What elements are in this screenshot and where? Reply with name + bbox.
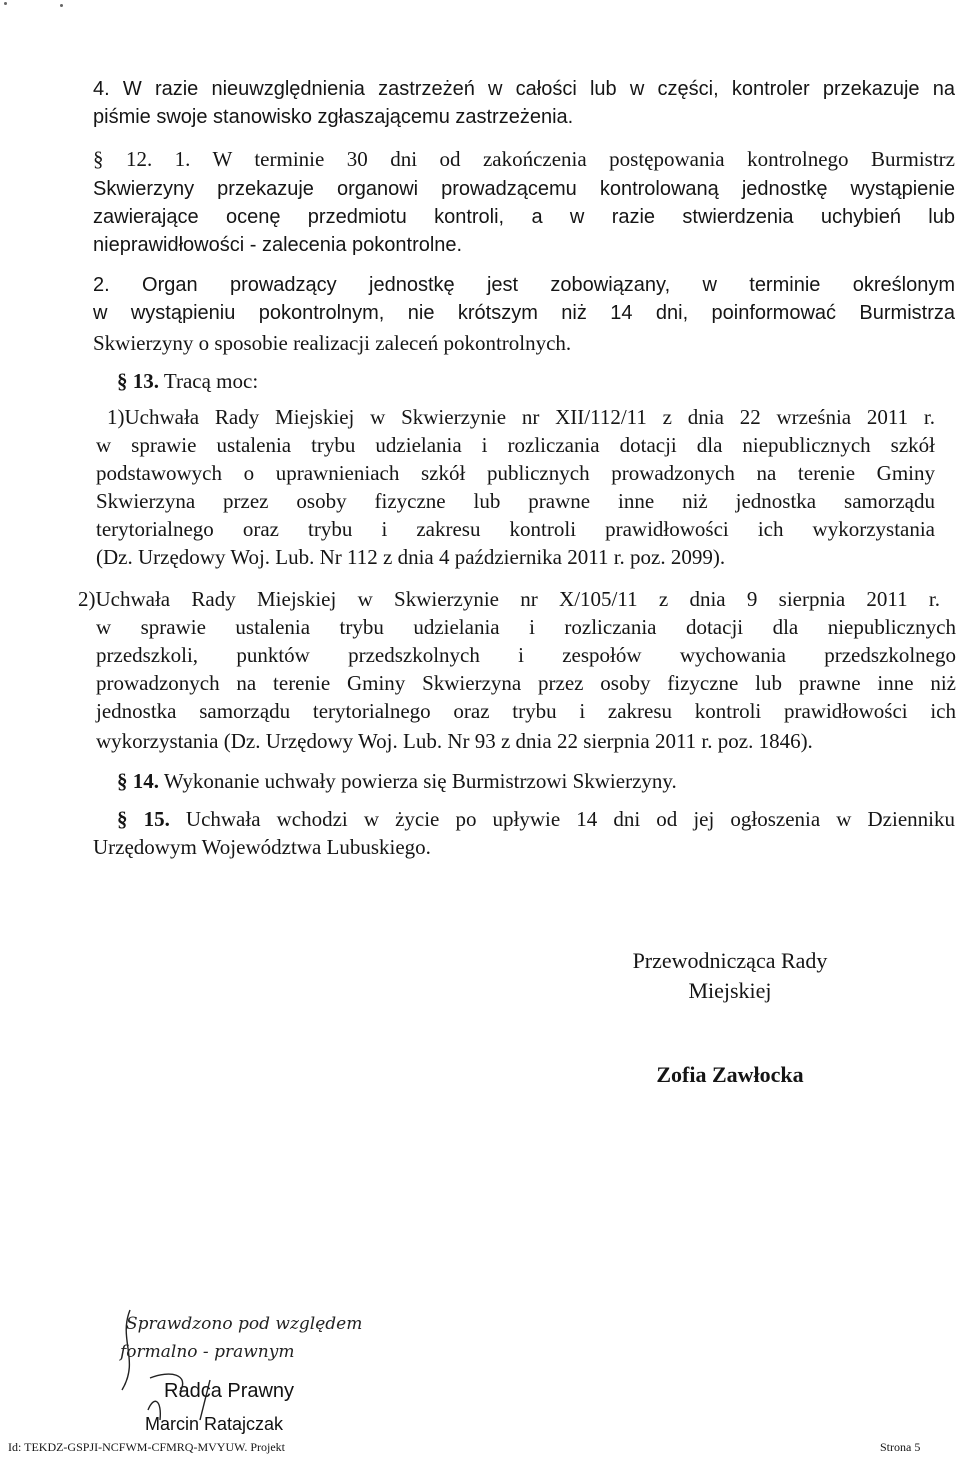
stamp-line-1: Radca Prawny	[164, 1380, 295, 1402]
item-2-line-5: jednostka samorządu terytorialnego oraz trybu i zakresu kontroli prawidłowości ich	[96, 699, 956, 723]
item-1-line-6: (Dz. Urzędowy Woj. Lub. Nr 112 z dnia 4 października 2011 r. poz. 2099).	[96, 545, 726, 569]
item-2-line-2: w sprawie ustalenia trybu udzielania i rozliczania dotacji dla niepublicznych	[96, 615, 956, 639]
document-id-footer: Id: TEKDZ-GSPJI-NCFWM-CFMRQ-MVYUW. Projekt	[8, 1440, 286, 1454]
scan-speck	[4, 2, 7, 5]
handwritten-note-line-2: formalno - prawnym	[120, 1342, 295, 1362]
page-number-footer: Strona 5	[880, 1440, 921, 1454]
section-13-text: Tracą moc:	[163, 369, 259, 393]
section-15-line-2: Urzędowym Województwa Lubuskiego.	[93, 835, 431, 859]
section-15-text: Uchwała wchodzi w życie po upływie 14 dni od jej ogłoszenia w Dzienniku	[185, 807, 955, 831]
item-1-line-1: 1)Uchwała Rady Miejskiej w Skwierzynie nr XII/112/11 z dnia 22 września 2011 r.	[107, 405, 935, 429]
item-1-line-3: podstawowych o uprawnieniach szkół publicznych prowadzonych na terenie Gminy	[96, 461, 935, 485]
signatory-name: Zofia Zawłocka	[656, 1062, 804, 1087]
item-1-line-4: Skwierzyna przez osoby fizyczne lub prawne inne niż jednostka samorządu	[96, 489, 935, 513]
section-12-line-2: Skwierzyny przekazuje organowi prowadzącemu kontrolowaną jednostkę wystąpienie	[93, 178, 955, 200]
signatory-title-line-2: Miejskiej	[688, 978, 772, 1003]
paragraph-4-line-2: piśmie swoje stanowisko zgłaszającemu zastrzeżenia.	[93, 106, 574, 128]
item-2-line-4: prowadzonych na terenie Gminy Skwierzyna przez osoby fizyczne lub prawne inne niż	[96, 671, 956, 695]
scan-speck	[60, 4, 63, 7]
section-13-heading	[117, 368, 960, 394]
item-1-line-5: terytorialnego oraz trybu i zakresu kontroli prawidłowości ich wykorzystania	[96, 517, 935, 541]
section-12-line-3: zawierające ocenę przedmiotu kontroli, a w razie stwierdzenia uchybień lub	[93, 206, 955, 228]
item-2-line-3: przedszkoli, punktów przedszkolnych i zespołów wychowania przedszkolnego	[96, 643, 956, 667]
item-2-line-1: 2)Uchwała Rady Miejskiej w Skwierzynie nr X/105/11 z dnia 9 sierpnia 2011 r.	[78, 587, 940, 611]
section-12-2-line-3: Skwierzyny o sposobie realizacji zaleceń pokontrolnych.	[93, 331, 572, 355]
paragraph-4-line-1: 4. W razie nieuwzględnienia zastrzeżeń w całości lub w części, kontroler przekazuje na	[93, 78, 955, 100]
section-14-text: Wykonanie uchwały powierza się Burmistrzowi Skwierzyny.	[163, 769, 677, 793]
section-12-2-line-1: 2. Organ prowadzący jednostkę jest zobowiązany, w terminie określonym	[93, 274, 955, 296]
section-12-line-1: § 12. 1. W terminie 30 dni od zakończenia postępowania kontrolnego Burmistrz	[93, 147, 955, 171]
section-12-2-line-2: w wystąpieniu pokontrolnym, nie krótszym niż 14 dni, poinformować Burmistrza	[93, 302, 955, 324]
section-13-number: § 13.	[117, 369, 159, 393]
handwritten-note-line-1: Sprawdzono pod względem	[126, 1314, 363, 1334]
section-12-line-4: nieprawidłowości - zalecenia pokontrolne.	[93, 234, 463, 256]
handwritten-signature-strokes	[110, 1300, 250, 1430]
section-14-number: § 14.	[117, 769, 159, 793]
section-14	[117, 768, 937, 794]
stamp-line-2: Marcin Ratajczak	[145, 1414, 284, 1434]
section-15-number: § 15.	[117, 807, 170, 831]
item-2-line-6: wykorzystania (Dz. Urzędowy Woj. Lub. Nr 93 z dnia 22 sierpnia 2011 r. poz. 1846).	[96, 729, 813, 753]
signatory-title-line-1: Przewodnicząca Rady	[632, 948, 828, 973]
item-1-line-2: w sprawie ustalenia trybu udzielania i rozliczania dotacji dla niepublicznych szkół	[96, 433, 935, 457]
section-15-line-1	[117, 806, 955, 832]
